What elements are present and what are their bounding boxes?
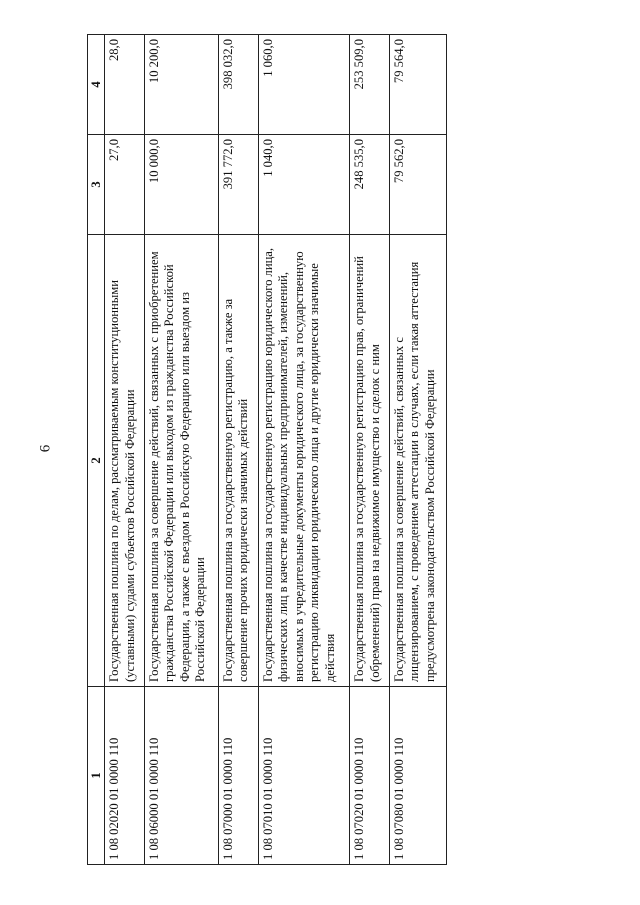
- value-cell-col3: 248 535,0: [350, 135, 390, 235]
- column-header-4: 4: [88, 35, 105, 135]
- value-cell-col3: 391 772,0: [218, 135, 258, 235]
- page-number: 6: [37, 444, 54, 453]
- table-row: [218, 35, 258, 865]
- column-header-3: 3: [88, 135, 105, 235]
- value-cell-col4: 1 060,0: [258, 35, 349, 135]
- value-cell-col4: 398 032,0: [218, 35, 258, 135]
- table-row: [389, 35, 446, 865]
- value-cell-col4: 10 200,0: [144, 35, 218, 135]
- description-cell: Государственная пошлина за совершение действий, связанных с приобретением гражданства Российской Федерации или выходом из гражданства Российской Федерации, а также с въездом в Российскую Федерацию или выездом из Российской Федерации: [144, 235, 218, 687]
- budget-code-cell: 1 08 02020 01 0000 110: [105, 687, 145, 865]
- value-cell-col4: 28,0: [105, 35, 145, 135]
- rotated-table-container: [87, 35, 447, 865]
- budget-code-cell: 1 08 07010 01 0000 110: [258, 687, 349, 865]
- column-header-1: 1: [88, 687, 105, 865]
- budget-code-cell: 1 08 07080 01 0000 110: [389, 687, 446, 865]
- description-cell: Государственная пошлина по делам, рассматриваемым конституционными (уставными) судами субъектов Российской Федерации: [105, 235, 145, 687]
- table-header-row: [88, 35, 105, 865]
- revenue-table: [87, 34, 447, 865]
- value-cell-col4: 79 564,0: [389, 35, 446, 135]
- description-cell: Государственная пошлина за государственную регистрацию, а также за совершение прочих юридически значимых действий: [218, 235, 258, 687]
- budget-code-cell: 1 08 06000 01 0000 110: [144, 687, 218, 865]
- value-cell-col3: 79 562,0: [389, 135, 446, 235]
- table-row: [258, 35, 349, 865]
- description-cell: Государственная пошлина за совершение действий, связанных с лицензированием, с проведением аттестации в случаях, если такая аттестация предусмотрена законодательством Российской Федерации: [389, 235, 446, 687]
- table-row: [350, 35, 390, 865]
- description-cell: Государственная пошлина за государственную регистрацию юридического лица, физических лиц в качестве индивидуальных предпринимателей, изменений, вносимых в учредительные документы юридического лица, за государственную регистрацию ликвидации юридического лица и другие юридически значимые действия: [258, 235, 349, 687]
- table-row: [144, 35, 218, 865]
- value-cell-col3: 1 040,0: [258, 135, 349, 235]
- budget-code-cell: 1 08 07000 01 0000 110: [218, 687, 258, 865]
- budget-code-cell: 1 08 07020 01 0000 110: [350, 687, 390, 865]
- value-cell-col3: 27,0: [105, 135, 145, 235]
- column-header-2: 2: [88, 235, 105, 687]
- value-cell-col3: 10 000,0: [144, 135, 218, 235]
- description-cell: Государственная пошлина за государственную регистрацию прав, ограничений (обременений) прав на недвижимое имущество и сделок с ним: [350, 235, 390, 687]
- value-cell-col4: 253 509,0: [350, 35, 390, 135]
- table-row: [105, 35, 145, 865]
